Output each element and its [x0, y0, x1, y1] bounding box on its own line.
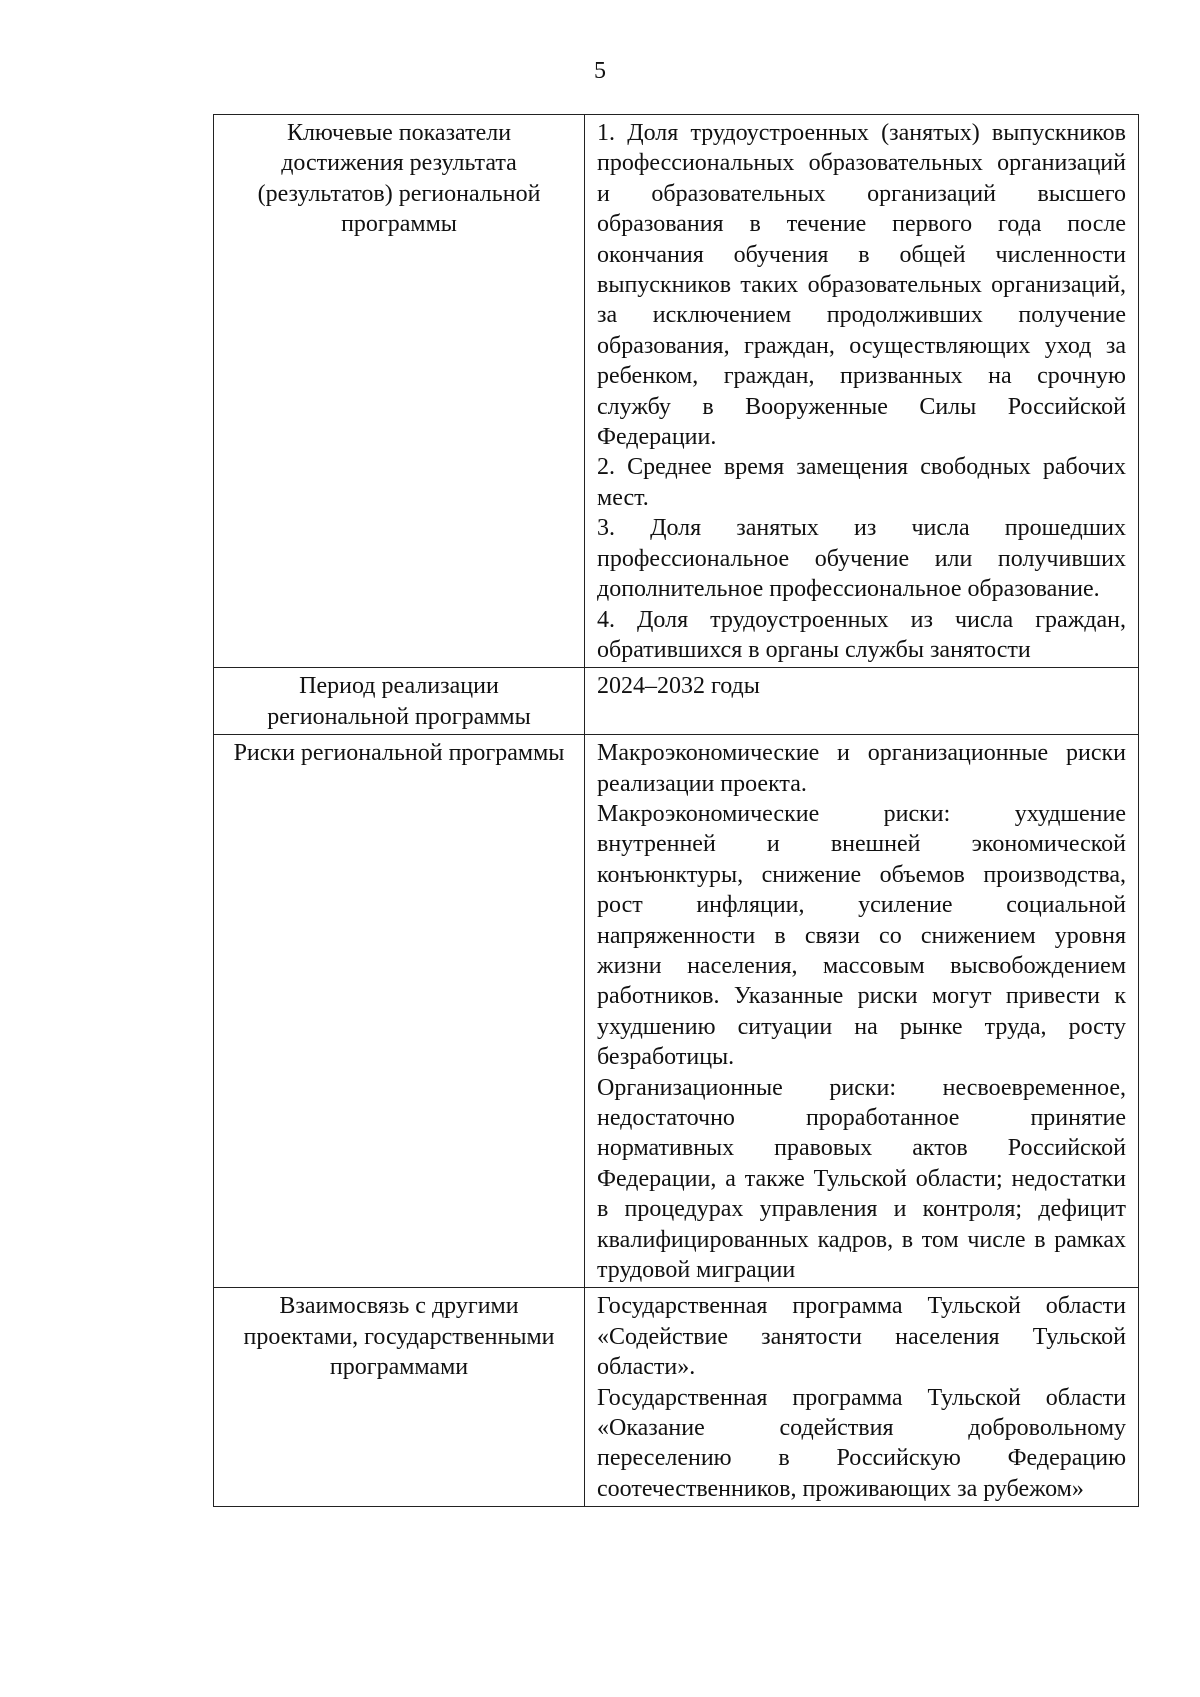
related-program-1: Государственная программа Тульской области «Содействие занятости населения Тульской области».: [597, 1293, 1126, 1381]
row-label-risks: Риски региональной программы: [233, 740, 565, 767]
table-row-key-indicators: [214, 115, 1139, 668]
table-row-risks: [214, 735, 1139, 1288]
table-row-relationships: [214, 1288, 1139, 1507]
page-number: 5: [594, 58, 606, 84]
row-label-period: Период реализации региональной программы: [267, 673, 531, 730]
row-value-cell: [585, 668, 1139, 735]
indicator-3: 3. Доля занятых из числа прошедших профессиональное обучение или получивших дополнительное профессиональное образование.: [597, 515, 1126, 603]
row-label-key-indicators: Ключевые показатели достижения результата (результатов) региональной программы: [257, 120, 541, 238]
table-row-period: [214, 668, 1139, 735]
passport-table: [213, 114, 1139, 1507]
indicator-2: 2. Среднее время замещения свободных рабочих мест.: [597, 454, 1126, 511]
row-value-cell: [585, 115, 1139, 668]
row-value-cell: [585, 735, 1139, 1288]
row-label-cell: [214, 115, 585, 668]
risks-intro: Макроэкономические и организационные риски реализации проекта.: [597, 740, 1126, 797]
related-program-2: Государственная программа Тульской области «Оказание содействия добровольному переселению в Российскую Федерацию соотечественников, проживающих за рубежом»: [597, 1384, 1126, 1502]
row-label-cell: [214, 735, 585, 1288]
row-label-cell: [214, 668, 585, 735]
row-label-relationships: Взаимосвязь с другими проектами, государственными программами: [243, 1293, 555, 1381]
indicator-1: 1. Доля трудоустроенных (занятых) выпускников профессиональных образовательных организаций и образовательных организаций высшего образования в течение первого года после окончания обучения в общей численности выпускников таких образовательных организаций, за исключением продолживших получение образования, граждан, осуществляющих уход за ребенком, граждан, призванных на срочную службу в Вооруженные Силы Российской Федерации.: [597, 120, 1126, 451]
row-label-cell: [214, 1288, 585, 1507]
indicator-4: 4. Доля трудоустроенных из числа граждан, обратившихся в органы службы занятости: [597, 606, 1126, 663]
risks-macroeconomic: Макроэкономические риски: ухудшение внутренней и внешней экономической конъюнктуры, снижение объемов производства, рост инфляции, усиление социальной напряженности в связи со снижением уровня жизни населения, массовым высвобождением работников. Указанные риски могут привести к ухудшению ситуации на рынке труда, росту безработицы.: [597, 800, 1126, 1071]
risks-organizational: Организационные риски: несвоевременное, недостаточно проработанное принятие нормативных правовых актов Российской Федерации, а также Тульской области; недостатки в процедурах управления и контроля; дефицит квалифицированных кадров, в том числе в рамках трудовой миграции: [597, 1074, 1126, 1284]
period-value: 2024–2032 годы: [597, 673, 760, 700]
row-value-cell: [585, 1288, 1139, 1507]
